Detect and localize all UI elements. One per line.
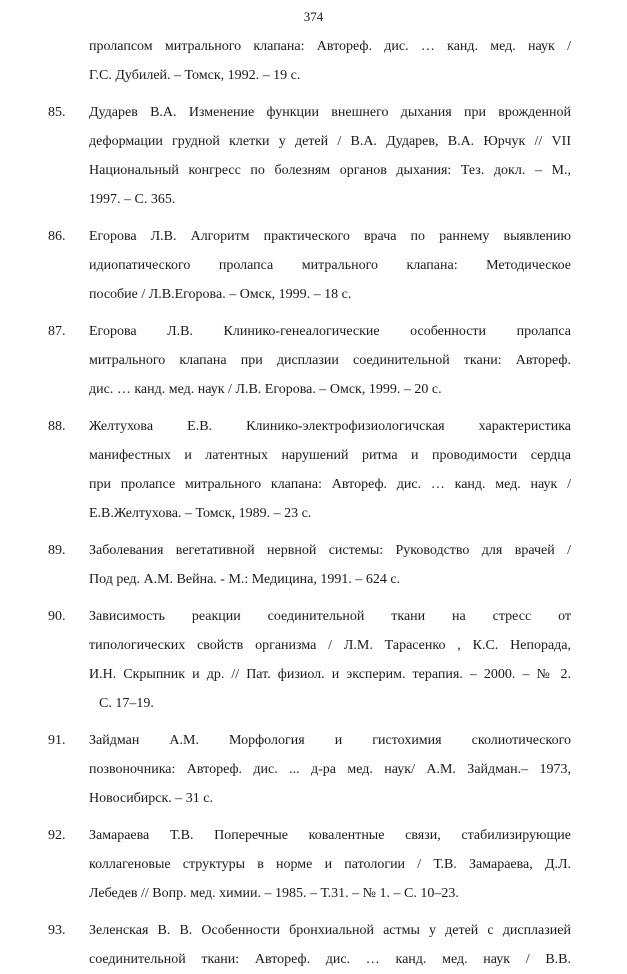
entry-line: Желтухова Е.В. Клинико-электрофизиологичская характеристика — [89, 419, 571, 434]
bibliography-list — [0, 32, 627, 974]
entry-number: 86. — [48, 229, 66, 244]
entry-line: типологических свойств организма / Л.М. Тарасенко , К.С. Непорада, — [89, 638, 571, 653]
entry-number: 93. — [48, 923, 66, 938]
entry-line: Дударев В.А. Изменение функции внешнего дыхания при врожденной — [89, 105, 571, 120]
entry-line: Г.С. Дубилей. – Томск, 1992. – 19 с. — [89, 68, 301, 83]
entry-line: Лебедев // Вопр. мед. химии. – 1985. – Т.31. – № 1. – С. 10–23. — [89, 886, 459, 901]
entry-line: деформации грудной клетки у детей / В.А. Дударев, В.А. Юрчук // VII — [89, 134, 571, 149]
entry-line: при пролапсе митрального клапана: Автореф. дис. … канд. мед. наук / — [89, 477, 571, 492]
entry-line: Зависимость реакции соединительной ткани на стресс от — [89, 609, 571, 624]
entry-line: идиопатического пролапса митрального клапана: Методическое — [89, 258, 571, 273]
entry-number: 90. — [48, 609, 66, 624]
entry-number: 92. — [48, 828, 66, 843]
entry-line: дис. … канд. мед. наук / Л.В. Егорова. – Омск, 1999. – 20 с. — [89, 382, 442, 397]
page-number: 374 — [303, 9, 324, 24]
entry-line: манифестных и латентных нарушений ритма и проводимости сердца — [89, 448, 571, 463]
entry-line: С. 17–19. — [99, 696, 154, 711]
entry-line: И.Н. Скрыпник и др. // Пат. физиол. и эксперим. терапия. – 2000. – № 2. — [89, 667, 571, 682]
entry-86 — [0, 222, 627, 309]
entry-number: 87. — [48, 324, 66, 339]
entry-number: 91. — [48, 733, 66, 748]
entry-continuation — [0, 32, 627, 90]
entry-line: пролапсом митрального клапана: Автореф. дис. … канд. мед. наук / — [89, 39, 571, 54]
entry-number: 88. — [48, 419, 66, 434]
entry-87 — [0, 317, 627, 404]
entry-91 — [0, 726, 627, 813]
entry-line: 1997. – С. 365. — [89, 192, 176, 207]
entry-89 — [0, 536, 627, 594]
entry-line: Заболевания вегетативной нервной системы: Руководство для врачей / — [89, 543, 571, 558]
entry-line: митрального клапана при дисплазии соединительной ткани: Автореф. — [89, 353, 571, 368]
entry-85 — [0, 98, 627, 214]
entry-number: 85. — [48, 105, 66, 120]
entry-line: позвоночника: Автореф. дис. ... д-ра мед. наук/ А.М. Зайдман.– 1973, — [89, 762, 571, 777]
entry-88 — [0, 412, 627, 528]
entry-92 — [0, 821, 627, 908]
entry-line: Егорова Л.В. Алгоритм практического врача по раннему выявлению — [89, 229, 571, 244]
entry-line: соединительной ткани: Автореф. дис. … канд. мед. наук / В.В. — [89, 952, 571, 967]
entry-line: Зайдман А.М. Морфология и гистохимия сколиотического — [89, 733, 571, 748]
entry-93 — [0, 916, 627, 974]
entry-line: Зеленская В. В. Особенности бронхиальной астмы у детей с дисплазией — [89, 923, 571, 938]
entry-line: пособие / Л.В.Егорова. – Омск, 1999. – 18 с. — [89, 287, 352, 302]
entry-line: Замараева Т.В. Поперечные ковалентные связи, стабилизирующие — [89, 828, 571, 843]
entry-number: 89. — [48, 543, 66, 558]
entry-line: Национальный конгресс по болезням органов дыхания: Тез. докл. – М., — [89, 163, 571, 178]
entry-line: Е.В.Желтухова. – Томск, 1989. – 23 с. — [89, 506, 312, 521]
entry-line: Егорова Л.В. Клинико-генеалогические особенности пролапса — [89, 324, 571, 339]
entry-line: коллагеновые структуры в норме и патологии / Т.В. Замараева, Д.Л. — [89, 857, 571, 872]
entry-line: Новосибирск. – 31 с. — [89, 791, 214, 806]
entry-90 — [0, 602, 627, 718]
entry-line: Под ред. А.М. Вейна. - М.: Медицина, 1991. – 624 с. — [89, 572, 401, 587]
